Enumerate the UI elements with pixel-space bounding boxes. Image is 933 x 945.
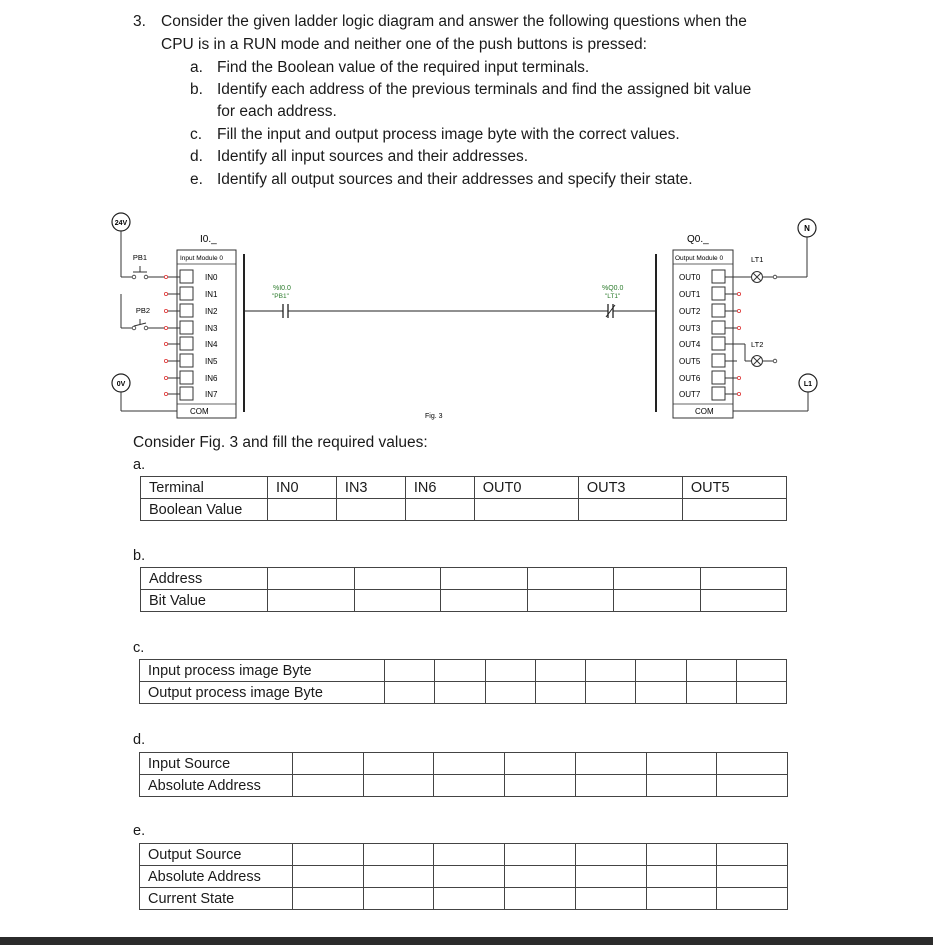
part-a-table <box>140 476 787 521</box>
terminal-cell: IN3 <box>336 477 405 499</box>
output-terminal: OUT4 <box>679 340 701 349</box>
answer-cell[interactable] <box>682 499 786 521</box>
bit-cell[interactable] <box>686 660 736 682</box>
input-terminal: IN6 <box>205 374 218 383</box>
output-terminal: OUT7 <box>679 390 701 399</box>
bit-value-label: Bit Value <box>141 590 268 612</box>
answer-cell[interactable] <box>363 844 434 866</box>
current-state-label: Current State <box>140 888 293 910</box>
terminal-cell: IN0 <box>268 477 337 499</box>
bit-cell[interactable] <box>485 682 535 704</box>
pb2-label: PB2 <box>135 306 151 315</box>
supply-24v-label: 24V <box>114 220 128 227</box>
input-com-label: COM <box>190 407 209 416</box>
answer-cell[interactable] <box>527 590 614 612</box>
answer-cell[interactable] <box>474 499 578 521</box>
lt1-label: LT1 <box>751 255 764 264</box>
bit-cell[interactable] <box>586 660 636 682</box>
output-byte-label: Output process image Byte <box>140 682 385 704</box>
part-c-letter: c. <box>133 640 145 656</box>
item-letter: e. <box>190 171 203 188</box>
bit-cell[interactable] <box>385 682 435 704</box>
pb1-label: PB1 <box>132 253 148 262</box>
answer-cell[interactable] <box>575 753 646 775</box>
item-letter: d. <box>190 148 203 165</box>
answer-cell[interactable] <box>268 499 337 521</box>
answer-cell[interactable] <box>405 499 474 521</box>
answer-cell[interactable] <box>527 568 614 590</box>
answer-cell[interactable] <box>505 888 576 910</box>
part-e-table <box>139 843 788 910</box>
part-c-table <box>139 659 787 704</box>
terminal-cell: OUT3 <box>578 477 682 499</box>
input-address-label: I0._ <box>200 234 217 245</box>
contact-address: %I0.0 <box>273 285 291 292</box>
item-letter: b. <box>190 81 203 98</box>
question-line-1: Consider the given ladder logic diagram and answer the following questions when the <box>161 13 747 30</box>
bit-cell[interactable] <box>636 682 686 704</box>
part-b-table <box>140 567 787 612</box>
wiring-diagram <box>0 200 933 430</box>
coil-tag: "LT1" <box>605 293 621 300</box>
answer-cell[interactable] <box>268 590 355 612</box>
bit-cell[interactable] <box>385 660 435 682</box>
answer-cell[interactable] <box>293 753 364 775</box>
item-text: Fill the input and output process image byte with the correct values. <box>217 126 680 143</box>
figure-caption: Fig. 3 <box>425 413 443 420</box>
part-b-letter: b. <box>133 548 146 564</box>
item-text: Identify all output sources and their addresses and specify their state. <box>217 171 693 188</box>
answer-cell[interactable] <box>363 866 434 888</box>
lt2-label: LT2 <box>751 340 764 349</box>
answer-cell[interactable] <box>441 568 528 590</box>
answer-cell[interactable] <box>646 866 717 888</box>
input-terminal: IN0 <box>205 273 218 282</box>
answer-cell[interactable] <box>268 568 355 590</box>
question-line-2: CPU is in a RUN mode and neither one of the push buttons is pressed: <box>161 36 647 53</box>
bit-cell[interactable] <box>485 660 535 682</box>
answer-cell[interactable] <box>505 775 576 797</box>
terminal-cell: OUT0 <box>474 477 578 499</box>
output-terminal: OUT2 <box>679 307 701 316</box>
bit-cell[interactable] <box>736 660 786 682</box>
answer-cell[interactable] <box>646 888 717 910</box>
answer-cell[interactable] <box>700 568 787 590</box>
answer-cell[interactable] <box>646 753 717 775</box>
output-terminal: OUT5 <box>679 357 701 366</box>
input-terminal: IN1 <box>205 290 218 299</box>
answer-cell[interactable] <box>578 499 682 521</box>
answer-cell[interactable] <box>700 590 787 612</box>
answer-cell[interactable] <box>434 888 505 910</box>
input-terminal: IN4 <box>205 340 218 349</box>
answer-cell[interactable] <box>434 775 505 797</box>
output-module-title: Output Module 0 <box>675 255 724 262</box>
answer-cell[interactable] <box>505 844 576 866</box>
answer-cell[interactable] <box>354 590 441 612</box>
supply-0v-label: 0V <box>116 381 126 388</box>
answer-cell[interactable] <box>441 590 528 612</box>
terminal-header: Terminal <box>141 477 268 499</box>
input-terminal: IN5 <box>205 357 218 366</box>
answer-cell[interactable] <box>434 844 505 866</box>
answer-cell[interactable] <box>717 888 788 910</box>
answer-cell[interactable] <box>363 753 434 775</box>
answer-cell[interactable] <box>363 775 434 797</box>
input-terminal: IN7 <box>205 390 218 399</box>
bit-cell[interactable] <box>535 682 585 704</box>
question-number: 3. <box>133 13 146 30</box>
answer-cell[interactable] <box>434 866 505 888</box>
input-byte-label: Input process image Byte <box>140 660 385 682</box>
answer-cell[interactable] <box>575 775 646 797</box>
answer-cell[interactable] <box>336 499 405 521</box>
terminal-cell: OUT5 <box>682 477 786 499</box>
answer-cell[interactable] <box>717 844 788 866</box>
bottom-taskbar-strip <box>0 937 933 945</box>
answer-cell[interactable] <box>717 775 788 797</box>
bit-cell[interactable] <box>586 682 636 704</box>
coil-address: %Q0.0 <box>602 285 624 292</box>
answer-cell[interactable] <box>293 775 364 797</box>
part-a-letter: a. <box>133 457 146 473</box>
bit-cell[interactable] <box>535 660 585 682</box>
item-text: Identify each address of the previous terminals and find the assigned bit value <box>217 81 752 98</box>
answer-cell[interactable] <box>575 844 646 866</box>
item-text: Find the Boolean value of the required input terminals. <box>217 59 590 76</box>
input-terminal: IN2 <box>205 307 218 316</box>
item-letter: a. <box>190 59 203 76</box>
answer-cell[interactable] <box>434 753 505 775</box>
output-source-label: Output Source <box>140 844 293 866</box>
output-address-label: Q0._ <box>687 234 709 245</box>
item-letter: c. <box>190 126 203 143</box>
answer-cell[interactable] <box>614 568 701 590</box>
part-d-letter: d. <box>133 732 146 748</box>
answer-cell[interactable] <box>575 888 646 910</box>
item-text: Identify all input sources and their addresses. <box>217 148 529 165</box>
bit-cell[interactable] <box>435 682 485 704</box>
answer-cell[interactable] <box>614 590 701 612</box>
bit-cell[interactable] <box>636 660 686 682</box>
answer-cell[interactable] <box>293 866 364 888</box>
output-terminal: OUT6 <box>679 374 701 383</box>
boolean-value-label: Boolean Value <box>141 499 268 521</box>
bit-cell[interactable] <box>686 682 736 704</box>
answer-cell[interactable] <box>646 775 717 797</box>
answer-cell[interactable] <box>354 568 441 590</box>
contact-tag: "PB1" <box>272 293 289 300</box>
neutral-label: N <box>804 224 810 233</box>
answer-cell[interactable] <box>505 866 576 888</box>
address-label: Address <box>141 568 268 590</box>
answer-cell[interactable] <box>293 888 364 910</box>
answer-cell[interactable] <box>293 844 364 866</box>
item-text: for each address. <box>217 103 337 120</box>
output-terminal: OUT0 <box>679 273 701 282</box>
absolute-address-label: Absolute Address <box>140 866 293 888</box>
terminal-cell: IN6 <box>405 477 474 499</box>
line-l1-label: L1 <box>803 381 813 388</box>
answer-cell[interactable] <box>575 866 646 888</box>
answer-cell[interactable] <box>717 753 788 775</box>
part-e-letter: e. <box>133 823 146 839</box>
input-source-label: Input Source <box>140 753 293 775</box>
absolute-address-label: Absolute Address <box>140 775 293 797</box>
part-d-table <box>139 752 788 797</box>
answer-cell[interactable] <box>717 866 788 888</box>
bit-cell[interactable] <box>736 682 786 704</box>
output-com-label: COM <box>695 407 714 416</box>
output-terminal: OUT3 <box>679 324 701 333</box>
output-terminal: OUT1 <box>679 290 701 299</box>
bit-cell[interactable] <box>435 660 485 682</box>
input-module-title: Input Module 0 <box>180 255 224 262</box>
answer-cell[interactable] <box>505 753 576 775</box>
answer-cell[interactable] <box>363 888 434 910</box>
answer-cell[interactable] <box>646 844 717 866</box>
instruction-text: Consider Fig. 3 and fill the required values: <box>133 434 428 451</box>
input-terminal: IN3 <box>205 324 218 333</box>
